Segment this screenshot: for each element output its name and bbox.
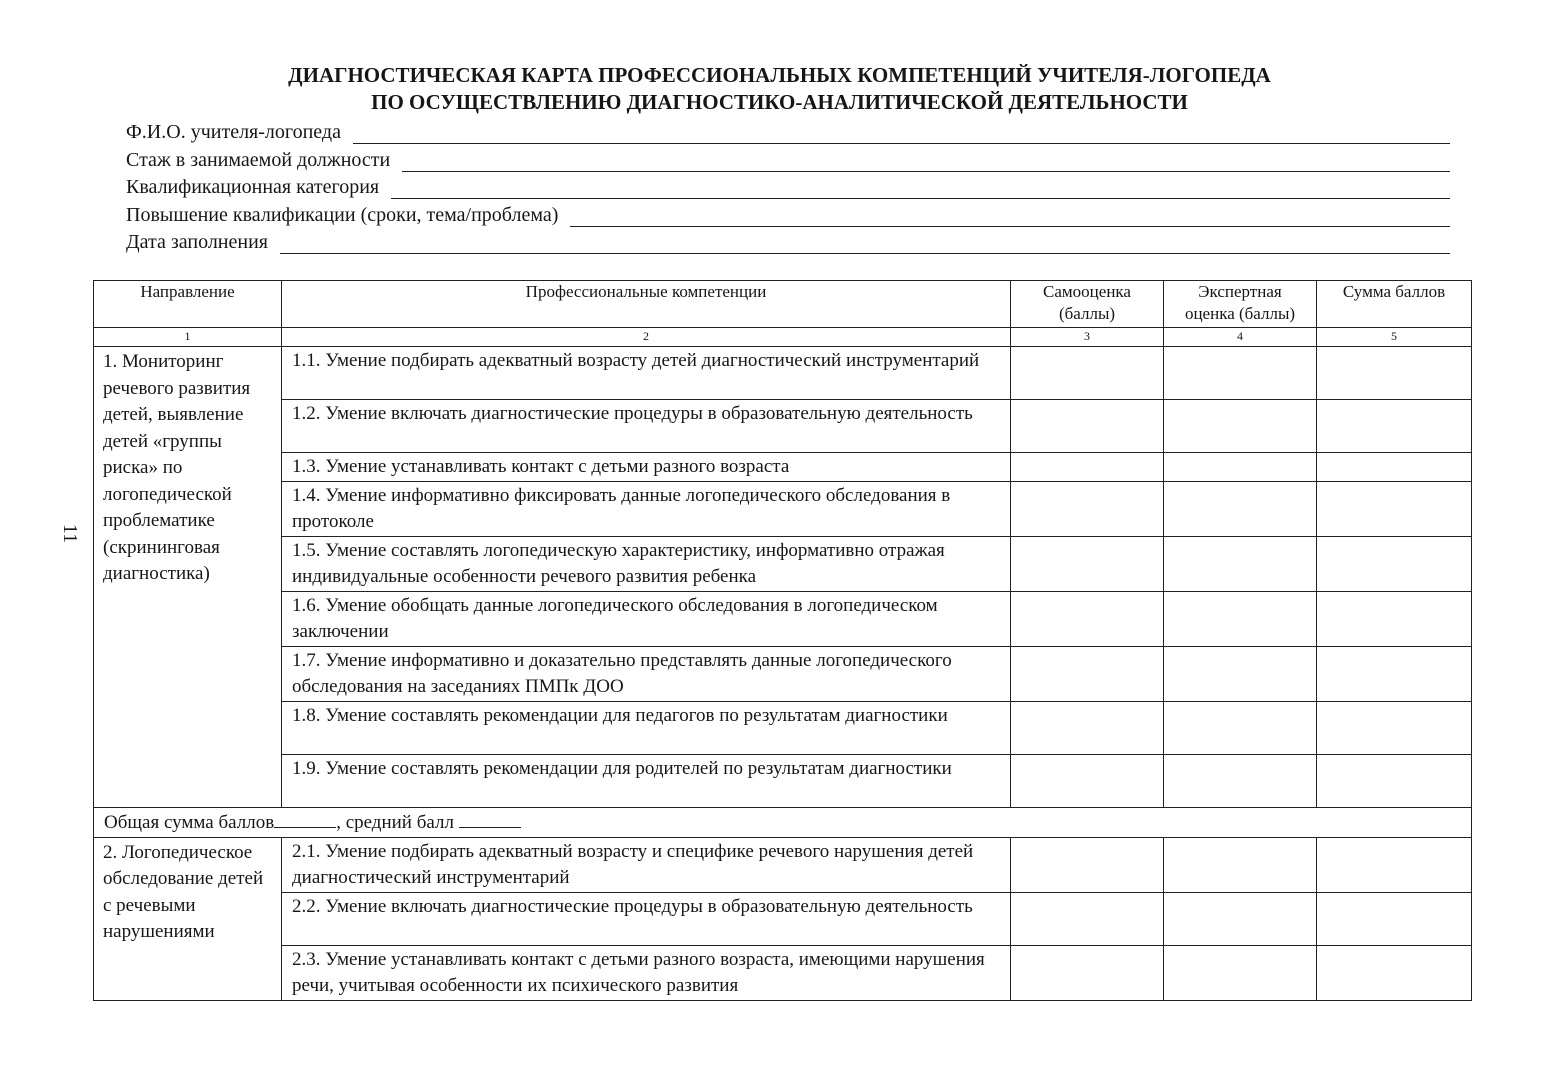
sum-score-cell[interactable] xyxy=(1317,347,1472,400)
total-sum-blank[interactable] xyxy=(274,809,336,828)
competency-cell: 1.3. Умение устанавливать контакт с детьми разного возраста xyxy=(282,453,1011,482)
expert-score-cell[interactable] xyxy=(1164,536,1317,591)
competency-cell: 1.1. Умение подбирать адекватный возрасту детей диагностический инструментарий xyxy=(282,347,1011,400)
column-number: 3 xyxy=(1011,328,1164,347)
competency-cell: 1.6. Умение обобщать данные логопедического обследования в логопедическом заключении xyxy=(282,591,1011,646)
sum-score-cell[interactable] xyxy=(1317,837,1472,892)
table-row xyxy=(94,892,1472,945)
sum-score-cell[interactable] xyxy=(1317,892,1472,945)
title-line-1: ДИАГНОСТИЧЕСКАЯ КАРТА ПРОФЕССИОНАЛЬНЫХ КОМПЕТЕНЦИЙ УЧИТЕЛЯ-ЛОГОПЕДА xyxy=(288,63,1271,87)
expert-score-cell[interactable] xyxy=(1164,591,1317,646)
teacher-name-blank[interactable] xyxy=(353,123,1450,144)
column-number: 5 xyxy=(1317,328,1472,347)
header-fields xyxy=(126,117,1450,254)
competency-cell: 1.8. Умение составлять рекомендации для педагогов по результатам диагностики xyxy=(282,701,1011,754)
header-text: Самооценка xyxy=(1043,282,1131,301)
sum-score-cell[interactable] xyxy=(1317,701,1472,754)
competency-cell: 2.3. Умение устанавливать контакт с детьми разного возраста, имеющими нарушения речи, учитывая особенности их психического развития xyxy=(282,945,1011,1000)
sum-score-cell[interactable] xyxy=(1317,591,1472,646)
table-row xyxy=(94,754,1472,807)
self-score-cell[interactable] xyxy=(1011,701,1164,754)
expert-score-cell[interactable] xyxy=(1164,945,1317,1000)
field-training xyxy=(126,199,1450,226)
competency-cell: 1.9. Умение составлять рекомендации для родителей по результатам диагностики xyxy=(282,754,1011,807)
field-label: Квалификационная категория xyxy=(126,176,380,199)
table-row xyxy=(94,481,1472,536)
training-blank[interactable] xyxy=(570,206,1450,227)
header-competencies: Профессиональные компетенции xyxy=(282,281,1011,328)
table-row xyxy=(94,400,1472,453)
expert-score-cell[interactable] xyxy=(1164,701,1317,754)
table-row xyxy=(94,591,1472,646)
field-category xyxy=(126,172,1450,199)
competency-cell: 2.1. Умение подбирать адекватный возрасту и специфике речевого нарушения детей диагностический инструментарий xyxy=(282,837,1011,892)
competency-cell: 1.4. Умение информативно фиксировать данные логопедического обследования в протоколе xyxy=(282,481,1011,536)
sum-score-cell[interactable] xyxy=(1317,754,1472,807)
section-total-cell xyxy=(94,807,1472,837)
competency-cell: 2.2. Умение включать диагностические процедуры в образовательную деятельность xyxy=(282,892,1011,945)
direction-cell: 1. Мониторинг речевого развития детей, выявление детей «группы риска» по логопедической проблематике (скрининговая диагностика) xyxy=(94,347,282,808)
table-row xyxy=(94,701,1472,754)
self-score-cell[interactable] xyxy=(1011,945,1164,1000)
expert-score-cell[interactable] xyxy=(1164,754,1317,807)
date-blank[interactable] xyxy=(280,233,1450,254)
header-self-assessment xyxy=(1011,281,1164,328)
self-score-cell[interactable] xyxy=(1011,481,1164,536)
header-sum: Сумма баллов xyxy=(1317,281,1472,328)
header-text: Экспертная xyxy=(1198,282,1282,301)
document-title xyxy=(0,62,1559,116)
field-label: Повышение квалификации (сроки, тема/проблема) xyxy=(126,203,559,226)
competency-table xyxy=(93,280,1472,1001)
direction-cell: 2. Логопедическое обследование детей с речевыми нарушениями xyxy=(94,837,282,1000)
expert-score-cell[interactable] xyxy=(1164,400,1317,453)
section-total-row xyxy=(94,807,1472,837)
self-score-cell[interactable] xyxy=(1011,646,1164,701)
expert-score-cell[interactable] xyxy=(1164,837,1317,892)
table-row xyxy=(94,945,1472,1000)
total-sum-label: Общая сумма баллов xyxy=(104,811,275,833)
competency-cell: 1.2. Умение включать диагностические процедуры в образовательную деятельность xyxy=(282,400,1011,453)
field-date xyxy=(126,227,1450,254)
header-text: оценка (баллы) xyxy=(1184,304,1296,323)
self-score-cell[interactable] xyxy=(1011,400,1164,453)
average-score-blank[interactable] xyxy=(459,809,521,828)
expert-score-cell[interactable] xyxy=(1164,453,1317,482)
column-number: 2 xyxy=(282,328,1011,347)
table-row xyxy=(94,536,1472,591)
average-score-label: , средний балл xyxy=(336,811,454,833)
table-row xyxy=(94,347,1472,400)
expert-score-cell[interactable] xyxy=(1164,892,1317,945)
self-score-cell[interactable] xyxy=(1011,754,1164,807)
expert-score-cell[interactable] xyxy=(1164,481,1317,536)
sum-score-cell[interactable] xyxy=(1317,945,1472,1000)
sum-score-cell[interactable] xyxy=(1317,646,1472,701)
table-row xyxy=(94,646,1472,701)
column-number: 1 xyxy=(94,328,282,347)
field-label: Дата заполнения xyxy=(126,230,268,253)
title-line-2: ПО ОСУЩЕСТВЛЕНИЮ ДИАГНОСТИКО-АНАЛИТИЧЕСКОЙ ДЕЯТЕЛЬНОСТИ xyxy=(371,90,1188,114)
competency-cell: 1.7. Умение информативно и доказательно представлять данные логопедического обследования на заседаниях ПМПк ДОО xyxy=(282,646,1011,701)
field-label: Стаж в занимаемой должности xyxy=(126,148,391,171)
table-row xyxy=(94,453,1472,482)
header-direction: Направление xyxy=(94,281,282,328)
self-score-cell[interactable] xyxy=(1011,892,1164,945)
experience-blank[interactable] xyxy=(402,151,1450,172)
self-score-cell[interactable] xyxy=(1011,453,1164,482)
field-teacher-name xyxy=(126,117,1450,144)
field-experience xyxy=(126,144,1450,171)
self-score-cell[interactable] xyxy=(1011,837,1164,892)
category-blank[interactable] xyxy=(391,178,1450,199)
self-score-cell[interactable] xyxy=(1011,591,1164,646)
sum-score-cell[interactable] xyxy=(1317,536,1472,591)
table-header-row xyxy=(94,281,1472,328)
sum-score-cell[interactable] xyxy=(1317,481,1472,536)
expert-score-cell[interactable] xyxy=(1164,646,1317,701)
sum-score-cell[interactable] xyxy=(1317,400,1472,453)
field-label: Ф.И.О. учителя-логопеда xyxy=(126,121,341,144)
header-text: (баллы) xyxy=(1058,304,1116,323)
self-score-cell[interactable] xyxy=(1011,536,1164,591)
page-number: 11 xyxy=(59,523,82,544)
table-row xyxy=(94,837,1472,892)
column-number-row xyxy=(94,328,1472,347)
sum-score-cell[interactable] xyxy=(1317,453,1472,482)
header-expert-assessment xyxy=(1164,281,1317,328)
expert-score-cell[interactable] xyxy=(1164,347,1317,400)
self-score-cell[interactable] xyxy=(1011,347,1164,400)
competency-cell: 1.5. Умение составлять логопедическую характеристику, информативно отражая индивидуальные особенности речевого развития ребенка xyxy=(282,536,1011,591)
column-number: 4 xyxy=(1164,328,1317,347)
